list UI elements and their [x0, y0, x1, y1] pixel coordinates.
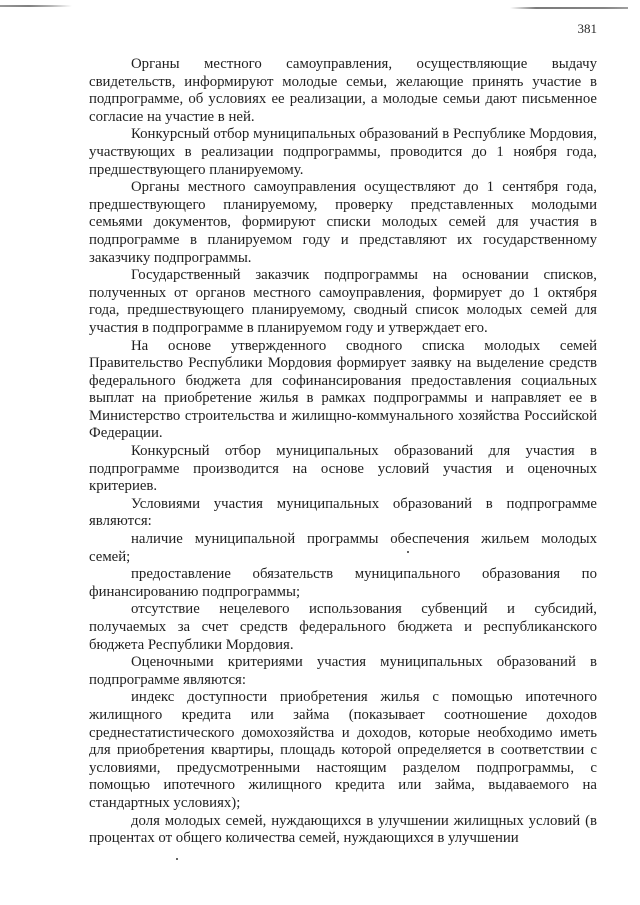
page-number: 381 — [577, 21, 597, 36]
paragraph: Органы местного самоуправления осуществляют до 1 сентября года, предшествующего планируемому, проверку представленных молодыми семьями документов, формируют списки молодых семей для участия в подпрограмме в планируемом году и представляют их государственному заказчику подпрограммы. — [89, 179, 597, 266]
paragraph: Конкурсный отбор муниципальных образований в Республике Мордовия, участвующих в реализации подпрограммы, проводится до 1 ноября года, предшествующего планируемому. — [89, 126, 597, 178]
paragraph: Условиями участия муниципальных образований в подпрограмме являются: — [89, 495, 597, 530]
scan-edge-mark — [510, 7, 628, 9]
paragraph: наличие муниципальной программы обеспечения жильем молодых семей; — [89, 531, 597, 565]
paragraph: Государственный заказчик подпрограммы на основании списков, полученных от органов местного самоуправления, формирует до 1 октября года, предшествующего планируемому, сводный список молодых семей для участия в подпрограмме в планируемом году и утверждает его. — [89, 267, 597, 336]
paragraph: Органы местного самоуправления, осуществляющие выдачу свидетельств, информируют молодые семьи, желающие принять участие в подпрограмме, об условиях ее реализации, а молодые семьи дают письменное согласие на участие в ней. — [89, 56, 597, 125]
scan-edge-mark — [0, 5, 72, 7]
document-body — [89, 56, 597, 848]
paragraph: индекс доступности приобретения жилья с помощью ипотечного жилищного кредита или займа (показывает соотношение доходов среднестатистического домохозяйства и доходов, которые необходимо иметь для приобретения квартиры, площадь которой определяется в соответствии с условиями, предусмотренными настоящим разделом подпрограммы, с помощью ипотечного жилищного кредита или займа, выдаваемого на стандартных условиях); — [89, 689, 597, 811]
scan-speck — [176, 858, 178, 860]
paragraph: доля молодых семей, нуждающихся в улучшении жилищных условий (в процентах от общего количества семей, нуждающихся в улучшении — [89, 812, 597, 847]
scan-speck — [407, 551, 409, 553]
paragraph: На основе утвержденного сводного списка молодых семей Правительство Республики Мордовия формирует заявку на выделение средств федерального бюджета для софинансирования предоставления социальных выплат на приобретение жилья в рамках подпрограммы и направляет ее в Министерство строительства и жилищно-коммунального хозяйства Российской Федерации. — [89, 337, 597, 442]
paragraph: Конкурсный отбор муниципальных образований для участия в подпрограмме производится на основе условий участия и оценочных критериев. — [89, 443, 597, 495]
paragraph: отсутствие нецелевого использования субвенций и субсидий, получаемых за счет средств федерального бюджета и республиканского бюджета Республики Мордовия. — [89, 601, 597, 653]
paragraph: Оценочными критериями участия муниципальных образований в подпрограмме являются: — [89, 654, 597, 688]
paragraph: предоставление обязательств муниципального образования по финансированию подпрограммы; — [89, 566, 597, 600]
